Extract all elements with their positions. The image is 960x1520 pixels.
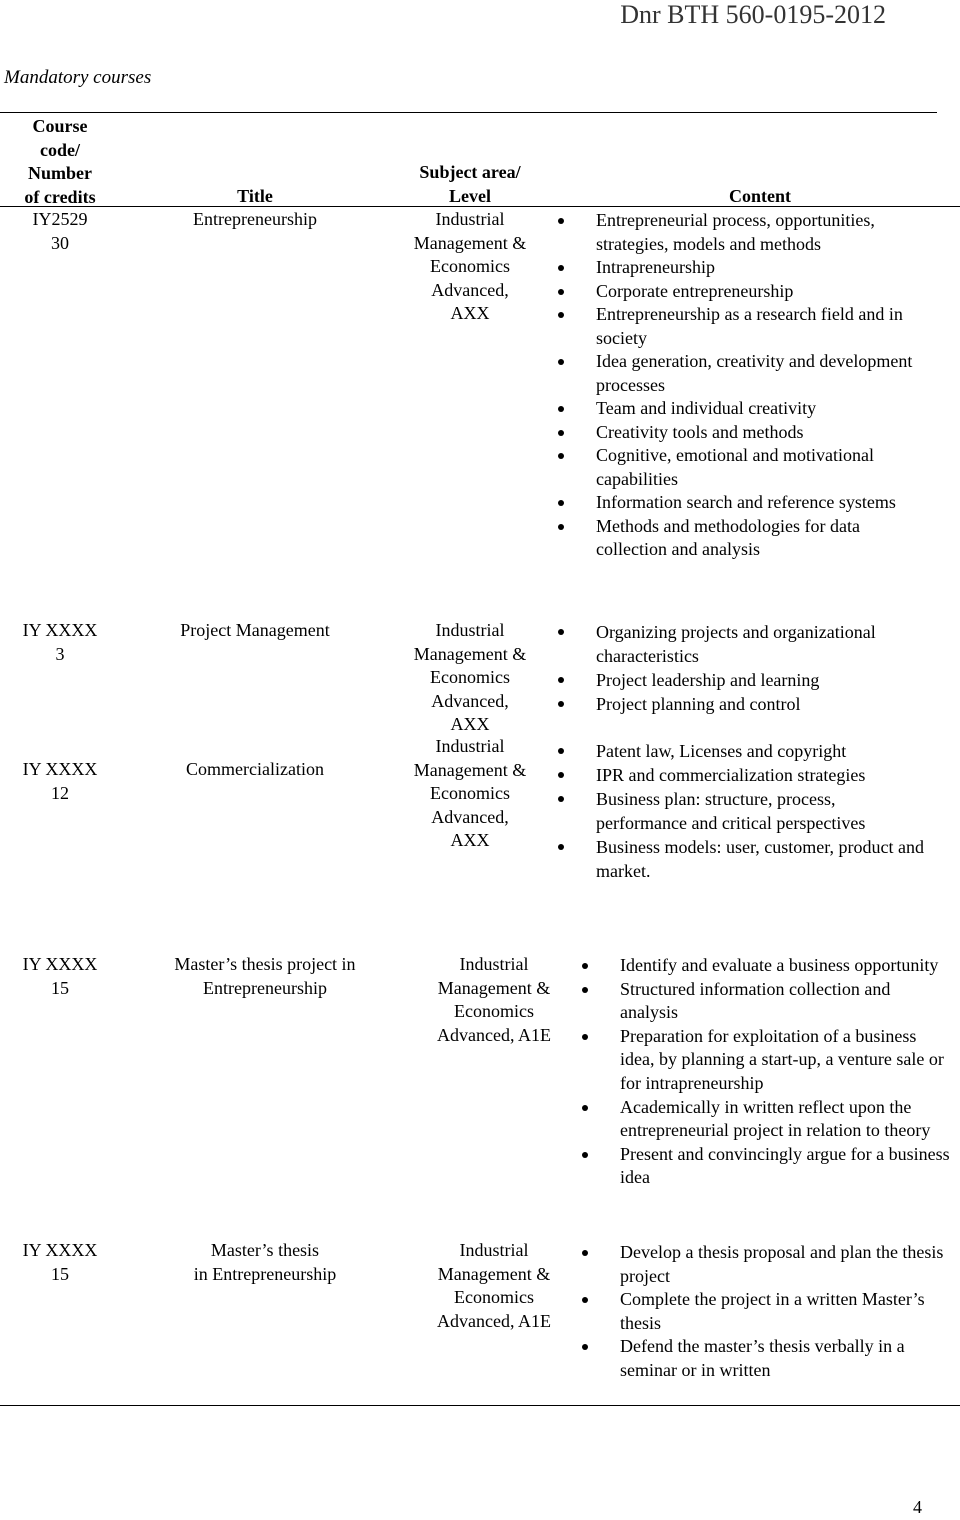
content-item: Develop a thesis proposal and plan the thesis project [582, 1241, 952, 1288]
table-top-rule [0, 112, 937, 113]
content-item: Information search and reference systems [558, 491, 930, 515]
header-title: Title [237, 186, 273, 206]
content-item: Entrepreneurial process, opportunities, strategies, models and methods [558, 209, 930, 256]
bullet-icon [558, 218, 564, 224]
document-reference: Dnr BTH 560-0195-2012 [620, 0, 886, 29]
course-credits: 15 [51, 1263, 69, 1284]
course-content-list [558, 209, 930, 562]
course-code: IY2529 [32, 209, 88, 229]
bullet-icon [582, 963, 588, 969]
bullet-icon [558, 772, 564, 778]
content-item: Team and individual creativity [558, 397, 930, 421]
header-content: Content [729, 186, 791, 206]
bullet-icon [558, 796, 564, 802]
content-item: Project planning and control [558, 692, 930, 716]
course-credits: 30 [51, 232, 69, 253]
bullet-icon [582, 1344, 588, 1350]
bullet-icon [558, 406, 564, 412]
bullet-icon [582, 1250, 588, 1256]
bullet-icon [558, 430, 564, 436]
content-item: Complete the project in a written Master’s thesis [582, 1288, 952, 1335]
course-title: Project Management [180, 620, 330, 640]
content-item: Idea generation, creativity and development processes [558, 350, 930, 397]
content-item: Structured information collection and analysis [582, 978, 952, 1025]
content-item: Preparation for exploitation of a business idea, by planning a start-up, a venture sale or for intrapreneurship [582, 1025, 952, 1096]
course-title: Entrepreneurship [193, 209, 317, 229]
content-item: Creativity tools and methods [558, 421, 930, 445]
course-code: IY XXXX [22, 954, 98, 974]
course-code-cell [10, 758, 110, 805]
content-item: IPR and commercialization strategies [558, 763, 930, 787]
content-item: Present and convincingly argue for a business idea [582, 1143, 952, 1190]
content-item: Intrapreneurship [558, 256, 930, 280]
bullet-icon [558, 844, 564, 850]
content-item: Identify and evaluate a business opportunity [582, 954, 952, 978]
course-credits: 3 [55, 643, 65, 664]
content-item: Organizing projects and organizational characteristics [558, 620, 930, 668]
course-code-cell [10, 1239, 110, 1286]
bullet-icon [558, 524, 564, 530]
bullet-icon [558, 629, 564, 635]
course-credits: 15 [51, 977, 69, 998]
bullet-icon [558, 453, 564, 459]
course-content-list [582, 954, 952, 1190]
course-code-cell [10, 619, 110, 666]
section-title: Mandatory courses [4, 67, 152, 88]
course-code: IY XXXX [22, 620, 98, 640]
table-bottom-rule [0, 1405, 960, 1406]
course-code: IY XXXX [22, 759, 98, 779]
course-credits: 12 [51, 782, 69, 803]
bullet-icon [582, 987, 588, 993]
bullet-icon [558, 748, 564, 754]
content-item: Entrepreneurship as a research field and in society [558, 303, 930, 350]
bullet-icon [558, 500, 564, 506]
header-subject-level: Subject area/ Level [419, 162, 521, 206]
bullet-icon [582, 1297, 588, 1303]
bullet-icon [558, 677, 564, 683]
page-number: 4 [913, 1497, 922, 1517]
bullet-icon [582, 1105, 588, 1111]
content-item: Project leadership and learning [558, 668, 930, 692]
content-item: Cognitive, emotional and motivational capabilities [558, 444, 930, 491]
bullet-icon [558, 265, 564, 271]
course-title: Master’s thesis in Entrepreneurship [193, 1240, 337, 1284]
bullet-icon [582, 1152, 588, 1158]
course-subject-level: Industrial Management & Economics Advanced, A1E [437, 954, 551, 1045]
header-code-credits: Course code/ Number of credits [24, 116, 96, 207]
course-subject-level: Industrial Management & Economics Advanced, A1E [437, 1240, 551, 1331]
course-subject-level: Industrial Management & Economics Advanced, AXX [413, 736, 527, 850]
course-code-cell [10, 953, 110, 1000]
content-item: Patent law, Licenses and copyright [558, 739, 930, 763]
course-title: Master’s thesis project in Entrepreneurship [174, 954, 356, 998]
course-subject-level: Industrial Management & Economics Advanced, AXX [413, 620, 527, 734]
course-title: Commercialization [186, 759, 324, 779]
content-item: Academically in written reflect upon the entrepreneurial project in relation to theory [582, 1096, 952, 1143]
bullet-icon [558, 701, 564, 707]
course-code: IY XXXX [22, 1240, 98, 1260]
content-item: Corporate entrepreneurship [558, 280, 930, 304]
content-item: Methods and methodologies for data collection and analysis [558, 515, 930, 562]
bullet-icon [558, 289, 564, 295]
bullet-icon [558, 312, 564, 318]
course-subject-level: Industrial Management & Economics Advanced, AXX [413, 209, 527, 323]
course-code-cell [10, 208, 110, 255]
content-item: Business models: user, customer, product and market. [558, 835, 930, 883]
content-item: Defend the master’s thesis verbally in a seminar or in written [582, 1335, 952, 1382]
content-item: Business plan: structure, process, performance and critical perspectives [558, 787, 930, 835]
bullet-icon [558, 359, 564, 365]
bullet-icon [582, 1034, 588, 1040]
course-content-list [558, 620, 930, 716]
course-content-list [558, 739, 930, 883]
course-content-list [582, 1241, 952, 1383]
